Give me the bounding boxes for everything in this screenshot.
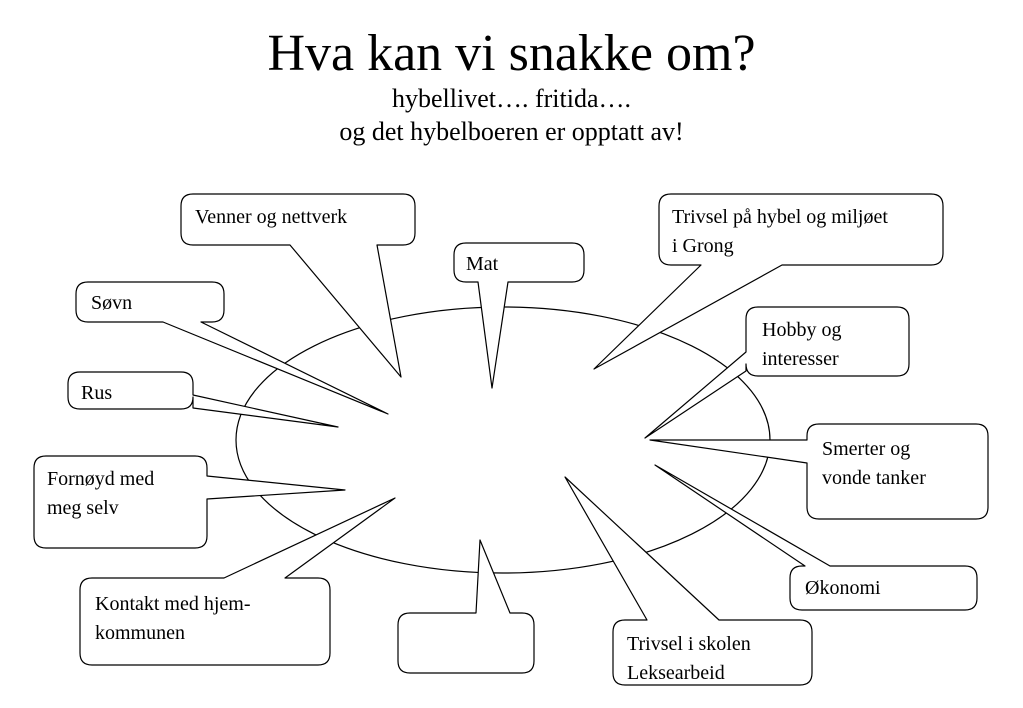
callout-text-skolen-1: Trivsel i skolen	[627, 633, 751, 655]
callout-text-skolen-2: Leksearbeid	[627, 662, 725, 684]
callout-text-fornoyd-1: Fornøyd med	[47, 468, 155, 490]
callout-text-hobby-2: interesser	[762, 348, 839, 370]
callout-text-smerter-1: Smerter og	[822, 438, 911, 460]
callout-text-rus-1: Rus	[81, 382, 113, 404]
subtitle-line-1: hybellivet…. fritida….	[391, 84, 631, 113]
callout-text-mat-1: Mat	[466, 253, 499, 275]
callout-text-smerter-2: vonde tanker	[822, 467, 926, 489]
callout-text-trivsel-hybel-1: Trivsel på hybel og miljøet	[672, 206, 888, 228]
callout-text-sovn-1: Søvn	[91, 292, 133, 314]
subtitle-line-2: og det hybelboeren er opptatt av!	[339, 117, 684, 146]
callout-text-kontakt-2: kommunen	[95, 622, 185, 644]
callout-text-venner-1: Venner og nettverk	[195, 206, 348, 228]
callout-text-hobby-1: Hobby og	[762, 319, 842, 341]
callout-text-kontakt-1: Kontakt med hjem-	[95, 593, 251, 615]
callout-text-fornoyd-2: meg selv	[47, 497, 119, 519]
callout-text-trivsel-hybel-2: i Grong	[672, 235, 734, 257]
callout-text-okonomi-1: Økonomi	[805, 577, 881, 599]
page-title: Hva kan vi snakke om?	[267, 25, 756, 82]
